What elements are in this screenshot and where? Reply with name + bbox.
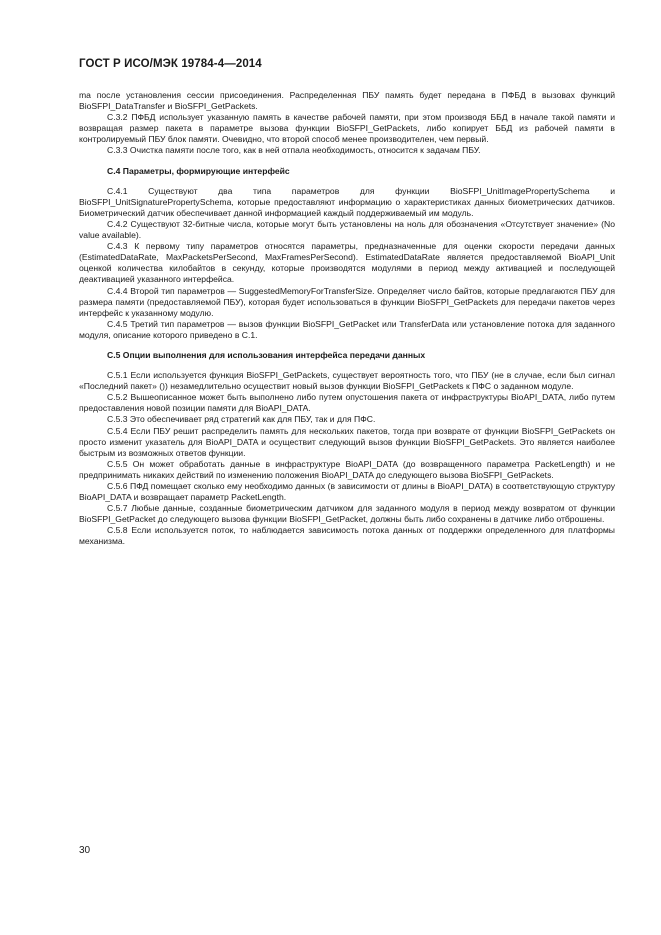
paragraph-c-3-3: С.3.3 Очистка памяти после того, как в ней отпала необходимость, относится к задачам ПБУ. [107,145,481,156]
paragraph-c-4-5: С.4.5 Третий тип параметров — вызов функции BioSFPI_GetPacket или TransferData или установление потока для заданного модуля, описание которого приведено в С.1. [79,318,615,340]
section-heading-c-5: С.5 Опции выполнения для использования интерфейса передачи данных [107,349,426,360]
section-heading-c-4: С.4 Параметры, формирующие интерфейс [107,165,290,176]
paragraph-c-4-2: С.4.2 Существуют 32-битные числа, которые могут быть установлены на ноль для обозначения «Отсутствует значение» (No value available). [79,218,615,241]
page-number: 30 [79,845,91,856]
paragraph-c-5-6: С.5.6 ПФД помещает сколько ему необходимо данных (в зависимости от длины в BioAPI_DATA) в соответствующую структуру BioAPI_DATA и возвращает параметр PacketLength. [79,481,615,503]
paragraph-c-5-7: С.5.7 Любые данные, созданные биометрическим датчиком для заданного модуля в период между возвратом от функции BioSFPI_GetPacket до следующего вызова функции BioSFPI_GetPacket, должны быть либо сохранены в датчике либо отброшены. [79,503,615,525]
paragraph-c-5-8: С.5.8 Если используется поток, то наблюдается зависимость потока данных от поддержки определенного для платформы механизма. [79,525,615,547]
paragraph-c-4-1: С.4.1 Существуют два типа параметров для функции BioSFPI_UnitImagePropertySchema и BioSFPI_UnitSignaturePropertySchema, которые предоставляют информацию о характеристиках данных биометрических датчиков. Биометрический датчик обеспечивает данной информацией каждый поддерживаемый им модуль. [79,185,615,218]
paragraph-c-4-3: С.4.3 К первому типу параметров относятся параметры, предназначенные для оценки скорости передачи данных (EstimatedDataRate, MaxPacketsPerSecond, MaxFramesPerSecond). EstimatedDataRate является предоставляемой BioAPI_Unit оценкой количества килобайтов в секунду, которые производятся модулями в период между активацией и последующей деактивацией указанного интерфейса. [79,241,615,285]
document-body [79,90,615,548]
document-header: ГОСТ Р ИСО/МЭК 19784-4—2014 [79,58,262,70]
paragraph-c-3-2: С.3.2 ПФБД использует указанную память в качестве рабочей памяти, при этом производя ББД в начале такой памяти и возвращая размер пакета в параметре вызова функции BioSFPI_GetPackets, либо копирует ББД из рабочей памяти в контролируемый ПБУ блок памяти. Очевидно, что второй способ менее производителен, чем первый. [79,112,615,145]
paragraph-c-5-5: С.5.5 Он может обработать данные в инфраструктуре BioAPI_DATA (до возвращенного параметра PacketLength) и не предпринимать никаких действий по изменению положения BioAPI_DATA до следующего вызова BioSFPI_GetPackets. [79,458,615,480]
paragraph-c-5-1: С.5.1 Если используется функция BioSFPI_GetPackets, существует вероятность того, что ПБУ (не в случае, если был сигнал «Последний пакет» ()) незамедлительно осуществит новый вызов функции BioSFPI_GetPackets к ПФС о заданном модуле. [79,370,615,392]
paragraph-c-4-4: С.4.4 Второй тип параметров — SuggestedMemoryForTransferSize. Определяет число байтов, которые предлагаются ПБУ для размера памяти (предоставляемой ПБУ), которая будет использоваться в функции BioSFPI_GetPackets для передачи пакетов через интерфейс к указанному модулю. [79,285,615,318]
paragraph-continuation: ma после установления сессии присоединения. Распределенная ПБУ память будет передана в ПФБД в вызовах функций BioSFPI_DataTransfer и BioSFPI_GetPackets. [79,90,615,112]
paragraph-c-5-4: С.5.4 Если ПБУ решит распределить память для нескольких пакетов, тогда при возврате от функции BioSFPI_GetPackets он просто изменит указатель для BioAPI_DATA и осуществит следующий вызов функции BioSFPI_GetPackets. Это является наиболее быстрым из возможных ответов функции. [79,425,615,458]
paragraph-c-5-3: С.5.3 Это обеспечивает ряд стратегий как для ПБУ, так и для ПФС. [107,414,376,425]
paragraph-c-5-2: С.5.2 Вышеописанное может быть выполнено либо путем опустошения пакета от инфраструктуры BioAPI_DATA, либо путем предоставления новой позиции памяти для BioAPI_DATA. [79,392,615,414]
